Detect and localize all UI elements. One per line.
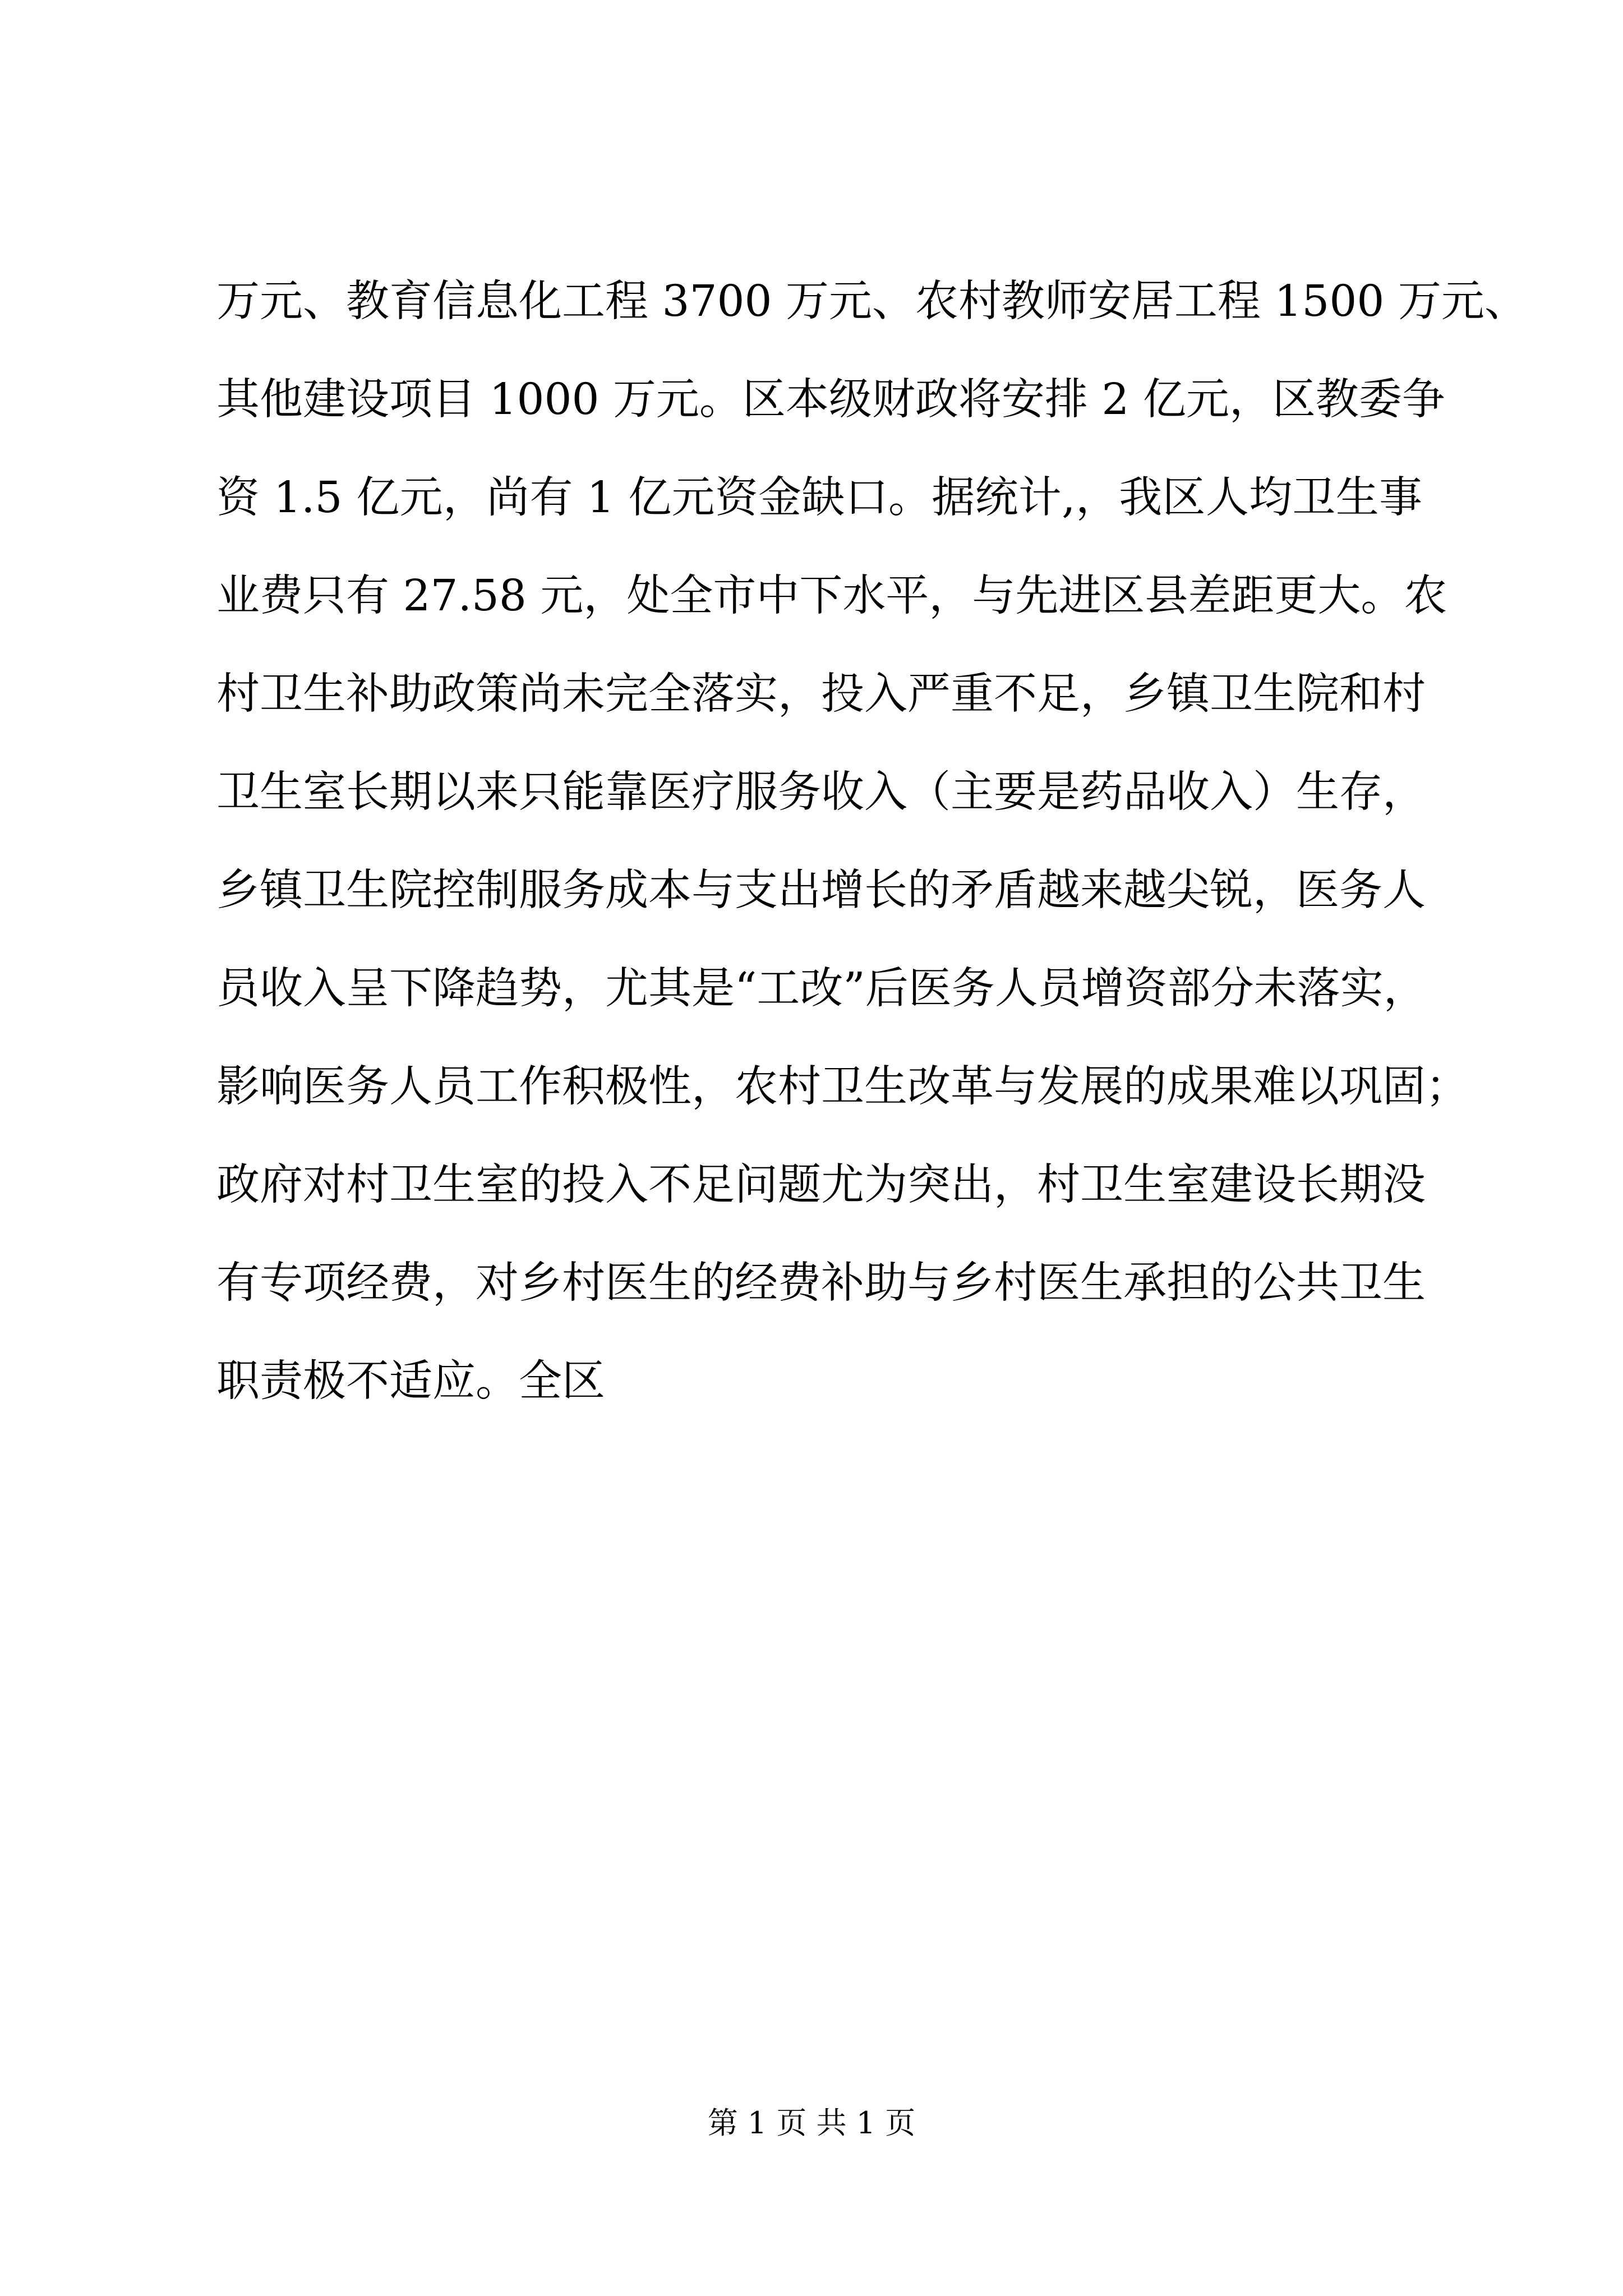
- text-line: 职责极不适应。全区: [216, 1356, 605, 1406]
- text-line: 乡镇卫生院控制服务成本与支出增长的矛盾越来越尖锐，医务人: [216, 866, 1426, 915]
- text-line: 资 1.5 亿元，尚有 1 亿元资金缺口。据统计,，我区人均卫生事: [216, 473, 1422, 523]
- text-line: 卫生室长期以来只能靠医疗服务收入（主要是药品收入）生存，: [216, 767, 1426, 817]
- page-footer: 第 1 页 共 1 页: [707, 2105, 916, 2141]
- text-line: 政府对村卫生室的投入不足问题尤为突出，村卫生室建设长期没: [216, 1160, 1426, 1210]
- text-line: 万元、教育信息化工程 3700 万元、农村教师安居工程 1500 万元、: [216, 277, 1528, 326]
- text-line: 员收入呈下降趋势，尤其是“工改”后医务人员增资部分未落实，: [216, 964, 1427, 1014]
- text-line: 其他建设项目 1000 万元。区本级财政将安排 2 亿元，区教委争: [216, 375, 1445, 425]
- text-line: 影响医务人员工作积极性，农村卫生改革与发展的成果难以巩固；: [216, 1062, 1469, 1112]
- text-line: 有专项经费，对乡村医生的经费补助与乡村医生承担的公共卫生: [216, 1258, 1426, 1308]
- body-text: [216, 252, 1528, 1430]
- text-line: 业费只有 27.58 元，处全市中下水平，与先进区县差距更大。农: [216, 571, 1447, 621]
- text-line: 村卫生补助政策尚未完全落实，投入严重不足，乡镇卫生院和村: [216, 669, 1426, 719]
